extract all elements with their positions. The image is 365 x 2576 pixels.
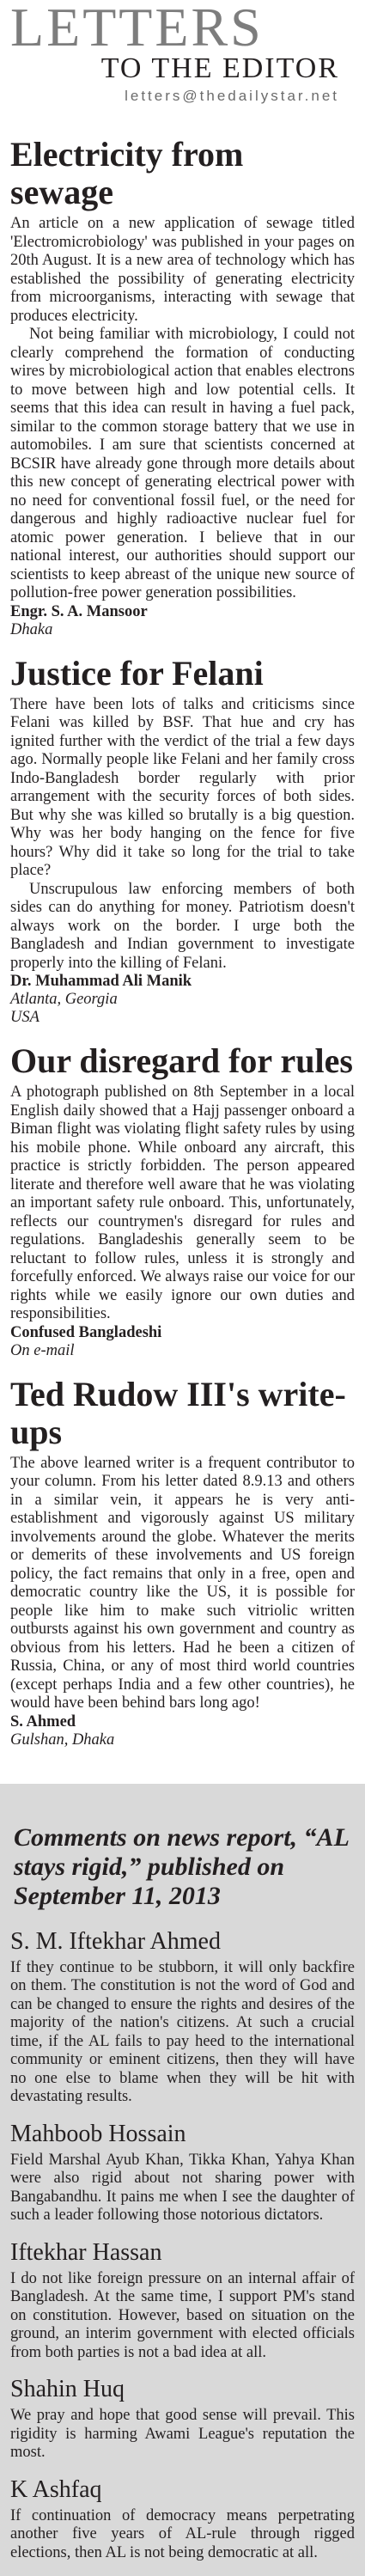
letter-signature: Engr. S. A. Mansoor	[10, 602, 148, 620]
letter-headline: Ted Rudow III's write-ups	[10, 1374, 346, 1451]
letter-justice-for-felani	[0, 655, 365, 1028]
letter-paragraph: There have been lots of talks and criticisms since Felani was killed by BSF. That hue and cry has ignited further with the verdict of the trial a few days ago. Normally people like Felani and her family cross Indo-Bangladesh border regularly with prior arrangement with the security forces of both sides. But why she was killed so brutally is a big question. Why was her body hanging on the fence for five hours? Why did it take so long for the trial to take place?	[10, 695, 355, 879]
comment-author: S. M. Iftekhar Ahmed	[10, 1927, 221, 1955]
comment-author: K Ashfaq	[10, 2475, 102, 2503]
letter-signature: Confused Bangladeshi	[10, 1323, 162, 1341]
letter-paragraph: The above learned writer is a frequent contributor to your column. From his letter dated 8.9.13 and others in a similar vein, it appears he is very anti-establishment and vigorously against US military involvements around the globe. Whatever the merits or demerits of these involvements and US foreign policy, the fact remains that only in a free, open and democratic country like the US, it is possible for people like him to make such vitriolic written outbursts against his own government and country as obvious from his letters. Had he been a citizen of Russia, China, or any of most third world countries (except perhaps India and a few other countries), he would have been behind bars long ago!	[10, 1454, 355, 1712]
letter-electricity-from-sewage	[0, 136, 365, 639]
comment-text: Field Marshal Ayub Khan, Tikka Khan, Yahya Khan were also rigid about not sharing power with Bangabandhu. It pains me when I see the daughter of such a leader following those notorious dictators.	[10, 2151, 355, 2224]
letter-place: On e-mail	[10, 1341, 75, 1359]
comments-title: Comments on news report, “AL stays rigid,” published on September 11, 2013	[14, 1822, 349, 1910]
comment-text: I do not like foreign pressure on an internal affair of Bangladesh. At the same time, I support PM's stand on constitution. However, based on situation on the ground, an interim government with elected officials from both parties is not a bad idea at all.	[10, 2269, 355, 2361]
letter-ted-rudow-write-ups	[0, 1376, 365, 1749]
letter-headline: Justice for Felani	[10, 653, 264, 693]
letter-headline: Electricity from sewage	[10, 135, 244, 211]
comment-item	[10, 2121, 355, 2225]
comment-item	[10, 1928, 355, 2107]
masthead	[0, 0, 365, 120]
letter-place: USA	[10, 1009, 40, 1026]
masthead-subtitle: TO THE EDITOR	[100, 52, 339, 84]
comment-author: Mahboob Hossain	[10, 2120, 186, 2147]
masthead-email[interactable]: letters@thedailystar.net	[125, 88, 339, 104]
comment-item	[10, 2239, 355, 2363]
comment-author: Shahin Huq	[10, 2376, 125, 2402]
letter-place: Dhaka	[10, 620, 53, 638]
letter-place: Atlanta, Georgia	[10, 991, 118, 1008]
letter-place: Gulshan, Dhaka	[10, 1731, 115, 1749]
letter-paragraph: An article on a new application of sewage titled 'Electromicrobiology' was published in your pages on 20th August. It is a new area of technology which has established the possibility of generating electricity from microorganisms, interacting with sewage that produces electricity.	[10, 215, 355, 325]
comment-item	[10, 2476, 355, 2563]
comments-box	[0, 1784, 365, 2576]
letter-paragraph: Unscrupulous law enforcing members of both sides can do anything for money. Patriotism doesn't always work on the border. I urge both the Bangladesh and Indian government to investigate properly into the killing of Felani.	[10, 880, 355, 972]
comment-item	[10, 2376, 355, 2463]
masthead-title: LETTERS	[10, 0, 264, 58]
letter-headline: Our disregard for rules	[10, 1041, 353, 1080]
letter-signature: S. Ahmed	[10, 1712, 76, 1731]
comment-text: If continuation of democracy means perpetrating another five years of AL-rule through rigged elections, then AL is not being democratic at all.	[10, 2506, 355, 2561]
letter-our-disregard-for-rules	[0, 1042, 365, 1360]
comment-text: We pray and hope that good sense will prevail. This rigidity is harming Awami League's reputation the most.	[10, 2407, 355, 2461]
letter-paragraph: Not being familiar with microbiology, I could not clearly comprehend the formation of conducting wires by microbiological action that enables electrons to move between high and low potential cells. It seems that this idea can result in having a fuel pack, similar to the common storage battery that we use in automobiles. I am sure that scientists concerned at BCSIR have already gone through more details about this new concept of generating electrical power with no need for conventional fossil fuel, or the need for dangerous and highly radioactive nuclear fuel for atomic power generation. I believe that in our national interest, our authorities should support our scientists to keep abreast of the unique new source of pollution-free power generation possibilities.	[10, 326, 355, 601]
letter-signature: Dr. Muhammad Ali Manik	[10, 973, 192, 990]
comment-author: Iftekhar Hassan	[10, 2238, 162, 2266]
comment-text: If they continue to be stubborn, it will only backfire on them. The constitution is not the word of God and can be changed to ensure the rights and desires of the majority of the nation's citizens. At such a crucial time, if the AL fails to pay heed to the international community or eminent citizens, then they will have no one else to blame when they will be hit with devastating results.	[10, 1958, 355, 2105]
letter-paragraph: A photograph published on 8th September in a local English daily showed that a Hajj passenger onboard a Biman flight was violating flight safety rules by using his mobile phone. While onboard any aircraft, this practice is strictly forbidden. The person appeared literate and therefore well aware that he was violating an important safety rule onboard. This, unfortunately, reflects our countrymen's disregard for rules and regulations. Bangladeshis generally seem to be reluctant to follow rules, unless it is strongly and forcefully enforced. We always raise our voice for our rights while we easily ignore our own duties and responsibilities.	[10, 1084, 355, 1322]
